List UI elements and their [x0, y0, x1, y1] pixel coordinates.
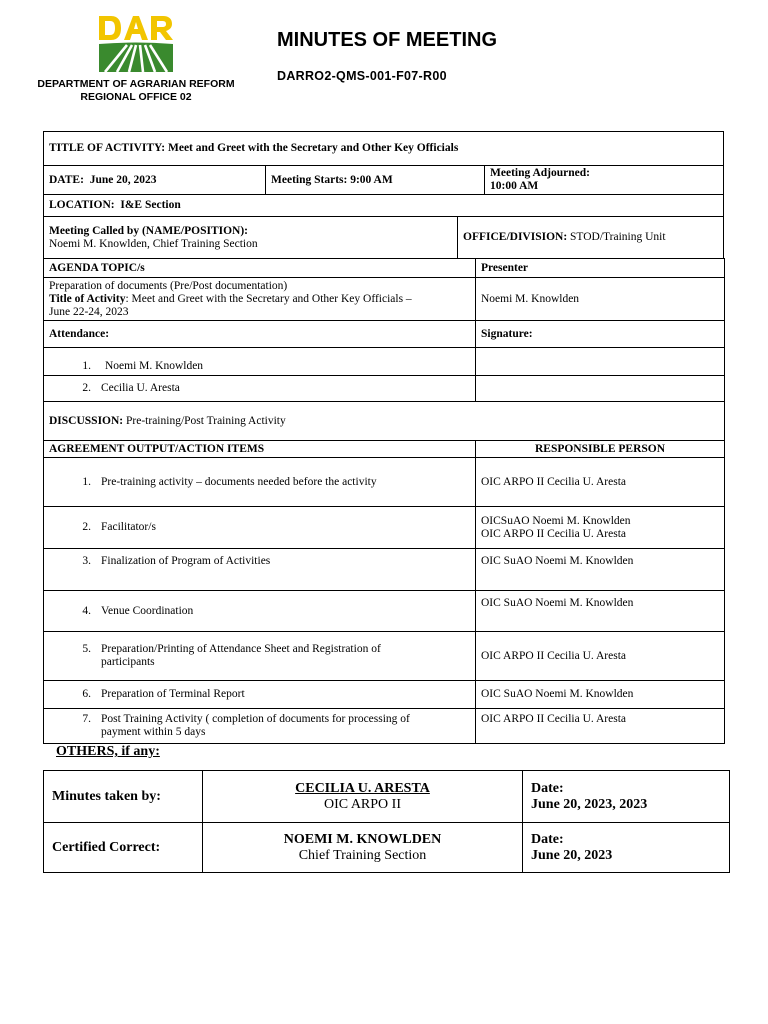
- agreement-item: [43, 680, 476, 709]
- person-name: OIC ARPO II Cecilia U. Aresta: [481, 527, 627, 540]
- adjourned-label: Meeting Adjourned:: [490, 167, 590, 179]
- activity-value: : Meet and Greet with the Secretary and Other Key Officials –: [125, 292, 412, 305]
- item-number: 5.: [82, 643, 91, 655]
- called-by-value: Noemi M. Knowlden, Chief Training Section: [49, 237, 258, 250]
- minutes-taken-label: Minutes taken by:: [52, 788, 161, 804]
- office-value: STOD/Training Unit: [570, 231, 666, 243]
- item-text-continued: payment within 5 days: [101, 726, 206, 738]
- attendee-signature-cell: [475, 375, 725, 402]
- attendee-name: Noemi M. Knowlden: [105, 360, 204, 372]
- attendee-number: 2.: [82, 382, 91, 394]
- agreement-header: [43, 440, 476, 458]
- document-code: DARRO2-QMS-001-F07-R00: [277, 69, 447, 83]
- others-label: OTHERS, if any:: [56, 744, 160, 759]
- responsible-header: [475, 440, 725, 458]
- agreement-item: [43, 708, 476, 744]
- person-name: OIC ARPO II Cecilia U. Aresta: [481, 713, 627, 725]
- activity-label: Title of Activity: [49, 292, 126, 305]
- presenter-name: Noemi M. Knowlden: [481, 292, 580, 305]
- signature-header: [475, 320, 725, 348]
- department-line: DEPARTMENT OF AGRARIAN REFORM: [37, 78, 235, 90]
- responsible-header-text: RESPONSIBLE PERSON: [534, 442, 666, 455]
- presenter-cell: [475, 277, 725, 321]
- date-label: Date:: [531, 780, 564, 796]
- called-by-cell: [43, 216, 458, 259]
- called-by-label: Meeting Called by (NAME/POSITION):: [49, 224, 249, 237]
- minutes-taken-name: CECILIA U. ARESTA: [295, 780, 430, 796]
- presenter-header-text: Presenter: [481, 261, 529, 274]
- certified-name: NOEMI M. KNOWLDEN: [283, 831, 442, 847]
- date-cell: [43, 165, 266, 195]
- agenda-topic-header-text: AGENDA TOPIC/s: [49, 261, 145, 274]
- attendance-header: [43, 320, 476, 348]
- attendance-header-text: Attendance:: [49, 327, 110, 340]
- item-text: Post Training Activity ( completion of documents for processing of: [101, 713, 410, 725]
- date-label: Date:: [531, 831, 564, 847]
- certified-correct-label: Certified Correct:: [52, 839, 161, 855]
- certified-date-cell: [522, 822, 730, 873]
- person-name: OIC ARPO II Cecilia U. Aresta: [481, 649, 627, 662]
- date-label: DATE:: [49, 173, 84, 186]
- person-name: OIC ARPO II Cecilia U. Aresta: [481, 476, 627, 488]
- agreement-item: [43, 548, 476, 591]
- dar-logo: [97, 14, 175, 74]
- activity-dates: June 22-24, 2023: [49, 305, 129, 318]
- agreement-item: [43, 631, 476, 681]
- document-title: MINUTES OF MEETING: [277, 29, 497, 51]
- attendee-row: [43, 347, 476, 376]
- presenter-header: [475, 258, 725, 278]
- person-name: OIC SuAO Noemi M. Knowlden: [481, 688, 634, 700]
- attendee-signature-cell: [475, 347, 725, 376]
- responsible-person: [475, 631, 725, 681]
- signature-header-text: Signature:: [481, 327, 533, 340]
- starts-label: Meeting Starts:: [271, 173, 348, 186]
- minutes-taken-position: OIC ARPO II: [323, 796, 401, 812]
- meeting-adjourned-cell: [484, 165, 724, 195]
- discussion-row: [43, 401, 725, 441]
- item-number: 6.: [82, 688, 91, 700]
- agreement-header-text: AGREEMENT OUTPUT/ACTION ITEMS: [49, 442, 265, 455]
- item-text: Pre-training activity – documents needed before the activity: [101, 476, 377, 488]
- agreement-item: [43, 590, 476, 632]
- item-text: Finalization of Program of Activities: [101, 555, 271, 567]
- adjourned-value: 10:00 AM: [490, 180, 539, 192]
- minutes-date-cell: [522, 770, 730, 823]
- item-text-continued: participants: [101, 656, 155, 668]
- minutes-taken-by-cell: [202, 770, 523, 823]
- minutes-taken-label-cell: [43, 770, 203, 823]
- discussion-value: Pre-training/Post Training Activity: [126, 414, 286, 427]
- title-label: TITLE OF ACTIVITY:: [49, 142, 166, 154]
- agenda-line: Preparation of documents (Pre/Post documentation): [49, 279, 288, 292]
- agenda-topic-header: [43, 258, 476, 278]
- attendee-row: [43, 375, 476, 402]
- item-number: 3.: [82, 555, 91, 567]
- starts-value: 9:00 AM: [350, 173, 393, 186]
- attendee-number: 1.: [82, 360, 91, 372]
- certified-label-cell: [43, 822, 203, 873]
- department-name: [30, 78, 242, 104]
- date-value: June 20, 2023: [89, 173, 157, 186]
- responsible-person: [475, 680, 725, 709]
- item-text: Preparation/Printing of Attendance Sheet and Registration of: [101, 643, 381, 655]
- person-name: OIC SuAO Noemi M. Knowlden: [481, 597, 634, 609]
- meeting-starts-cell: [265, 165, 485, 195]
- certified-date: June 20, 2023: [531, 847, 613, 863]
- responsible-person: [475, 590, 725, 632]
- discussion-label: DISCUSSION:: [49, 414, 124, 427]
- agreement-item: [43, 506, 476, 549]
- office-label: OFFICE/DIVISION:: [463, 231, 568, 243]
- office-line: REGIONAL OFFICE 02: [80, 91, 192, 103]
- responsible-person: [475, 708, 725, 744]
- location-row: [43, 194, 724, 217]
- item-text: Venue Coordination: [101, 604, 194, 617]
- attendee-name: Cecilia U. Aresta: [101, 382, 180, 394]
- person-name: OICSuAO Noemi M. Knowlden: [481, 514, 631, 527]
- item-text: Facilitator/s: [101, 521, 156, 533]
- title-of-activity-row: [43, 131, 724, 166]
- item-number: 2.: [82, 521, 91, 533]
- certified-position: Chief Training Section: [298, 847, 427, 863]
- location-label: LOCATION:: [49, 199, 115, 211]
- item-number: 1.: [82, 476, 91, 488]
- responsible-person: [475, 457, 725, 507]
- responsible-person: [475, 506, 725, 549]
- item-text: Preparation of Terminal Report: [101, 688, 245, 700]
- certified-by-cell: [202, 822, 523, 873]
- item-number: 7.: [82, 713, 91, 725]
- minutes-date: June 20, 2023, 2023: [531, 796, 648, 812]
- item-number: 4.: [82, 604, 91, 617]
- agenda-topic-cell: [43, 277, 476, 321]
- title-value: Meet and Greet with the Secretary and Other Key Officials: [167, 142, 459, 154]
- office-division-cell: [457, 216, 724, 259]
- responsible-person: [475, 548, 725, 591]
- location-value: I&E Section: [120, 199, 181, 211]
- person-name: OIC SuAO Noemi M. Knowlden: [481, 555, 634, 567]
- agreement-item: [43, 457, 476, 507]
